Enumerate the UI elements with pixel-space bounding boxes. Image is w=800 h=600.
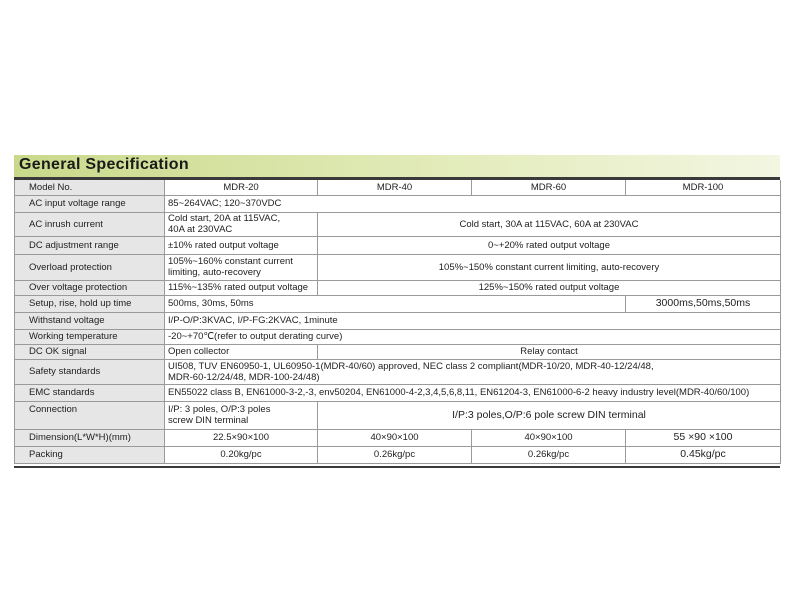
cell-line: I/P: 3 poles, O/P:3 poles <box>168 404 271 415</box>
cell-value <box>165 254 318 280</box>
cell-value: I/P:3 poles,O/P:6 pole screw DIN terminal <box>318 401 781 429</box>
cell-value: ±10% rated output voltage <box>165 236 318 254</box>
cell-value: EN55022 class B, EN61000-3-2,-3, env50204, EN61000-4-2,3,4,5,6,8,11, EN61204-3, EN61000-6-2 heavy industry level(MDR-40/60/100) <box>165 384 781 401</box>
table-row <box>15 254 781 280</box>
cell-value: 55 ×90 ×100 <box>626 429 781 446</box>
table-row <box>15 236 781 254</box>
cell-value: Relay contact <box>318 344 781 359</box>
table-row <box>15 344 781 359</box>
row-label: EMC standards <box>15 384 165 401</box>
row-label: Over voltage protection <box>15 280 165 295</box>
cell-value: Open collector <box>165 344 318 359</box>
row-label: Safety standards <box>15 359 165 384</box>
section-title: General Specification <box>19 156 189 173</box>
table-header-row <box>15 180 781 195</box>
table-row <box>15 429 781 446</box>
cell-value <box>165 212 318 236</box>
cell-line: MDR-60-12/24/48, MDR-100-24/48) <box>168 371 320 383</box>
cell-value: 3000ms,50ms,50ms <box>626 295 781 312</box>
cell-value: Cold start, 30A at 115VAC, 60A at 230VAC <box>318 212 781 236</box>
section-header <box>14 155 780 177</box>
column-header-mdr20: MDR-20 <box>165 180 318 195</box>
cell-value: 500ms, 30ms, 50ms <box>165 295 626 312</box>
cell-line: 40A at 230VAC <box>168 224 233 235</box>
cell-value: -20~+70℃(refer to output derating curve) <box>165 329 781 344</box>
table-row <box>15 195 781 212</box>
cell-line: limiting, auto-recovery <box>168 267 261 278</box>
table-row <box>15 295 781 312</box>
row-label: Packing <box>15 446 165 463</box>
table-row <box>15 359 781 384</box>
cell-value: 85~264VAC; 120~370VDC <box>165 195 781 212</box>
cell-value: 0.26kg/pc <box>472 446 626 463</box>
cell-value: 0.26kg/pc <box>318 446 472 463</box>
table-row <box>15 401 781 429</box>
column-header-mdr100: MDR-100 <box>626 180 781 195</box>
cell-value: 115%~135% rated output voltage <box>165 280 318 295</box>
cell-line: Cold start, 20A at 115VAC, <box>168 213 281 224</box>
table-row <box>15 280 781 295</box>
column-header-mdr60: MDR-60 <box>472 180 626 195</box>
cell-value <box>165 401 318 429</box>
row-label: DC OK signal <box>15 344 165 359</box>
cell-value: 40×90×100 <box>472 429 626 446</box>
table-bottom-divider <box>14 466 780 468</box>
cell-value: 0~+20% rated output voltage <box>318 236 781 254</box>
table-row <box>15 446 781 463</box>
cell-value: 105%~150% constant current limiting, auto-recovery <box>318 254 781 280</box>
row-label: DC adjustment range <box>15 236 165 254</box>
row-label: Withstand voltage <box>15 312 165 329</box>
table-row <box>15 384 781 401</box>
column-header-mdr40: MDR-40 <box>318 180 472 195</box>
cell-line: screw DIN terminal <box>168 415 249 426</box>
spec-table <box>14 180 781 464</box>
table-row <box>15 329 781 344</box>
cell-value: 0.20kg/pc <box>165 446 318 463</box>
cell-value: 22.5×90×100 <box>165 429 318 446</box>
cell-value: 0.45kg/pc <box>626 446 781 463</box>
cell-line: 105%~160% constant current <box>168 256 293 267</box>
column-header-model: Model No. <box>15 180 165 195</box>
cell-value: 125%~150% rated output voltage <box>318 280 781 295</box>
row-label: Overload protection <box>15 254 165 280</box>
row-label: Working temperature <box>15 329 165 344</box>
table-row <box>15 312 781 329</box>
cell-value <box>165 359 781 384</box>
cell-value: 40×90×100 <box>318 429 472 446</box>
row-label: Connection <box>15 401 165 429</box>
row-label: AC input voltage range <box>15 195 165 212</box>
row-label: Setup, rise, hold up time <box>15 295 165 312</box>
row-label: AC inrush current <box>15 212 165 236</box>
row-label: Dimension(L*W*H)(mm) <box>15 429 165 446</box>
table-row <box>15 212 781 236</box>
cell-value: I/P-O/P:3KVAC, I/P-FG:2KVAC, 1minute <box>165 312 781 329</box>
cell-line: UI508, TUV EN60950-1, UL60950-1(MDR-40/60) approved, NEC class 2 compliant(MDR-10/20, MDR-40-12/24/48, <box>168 360 654 372</box>
